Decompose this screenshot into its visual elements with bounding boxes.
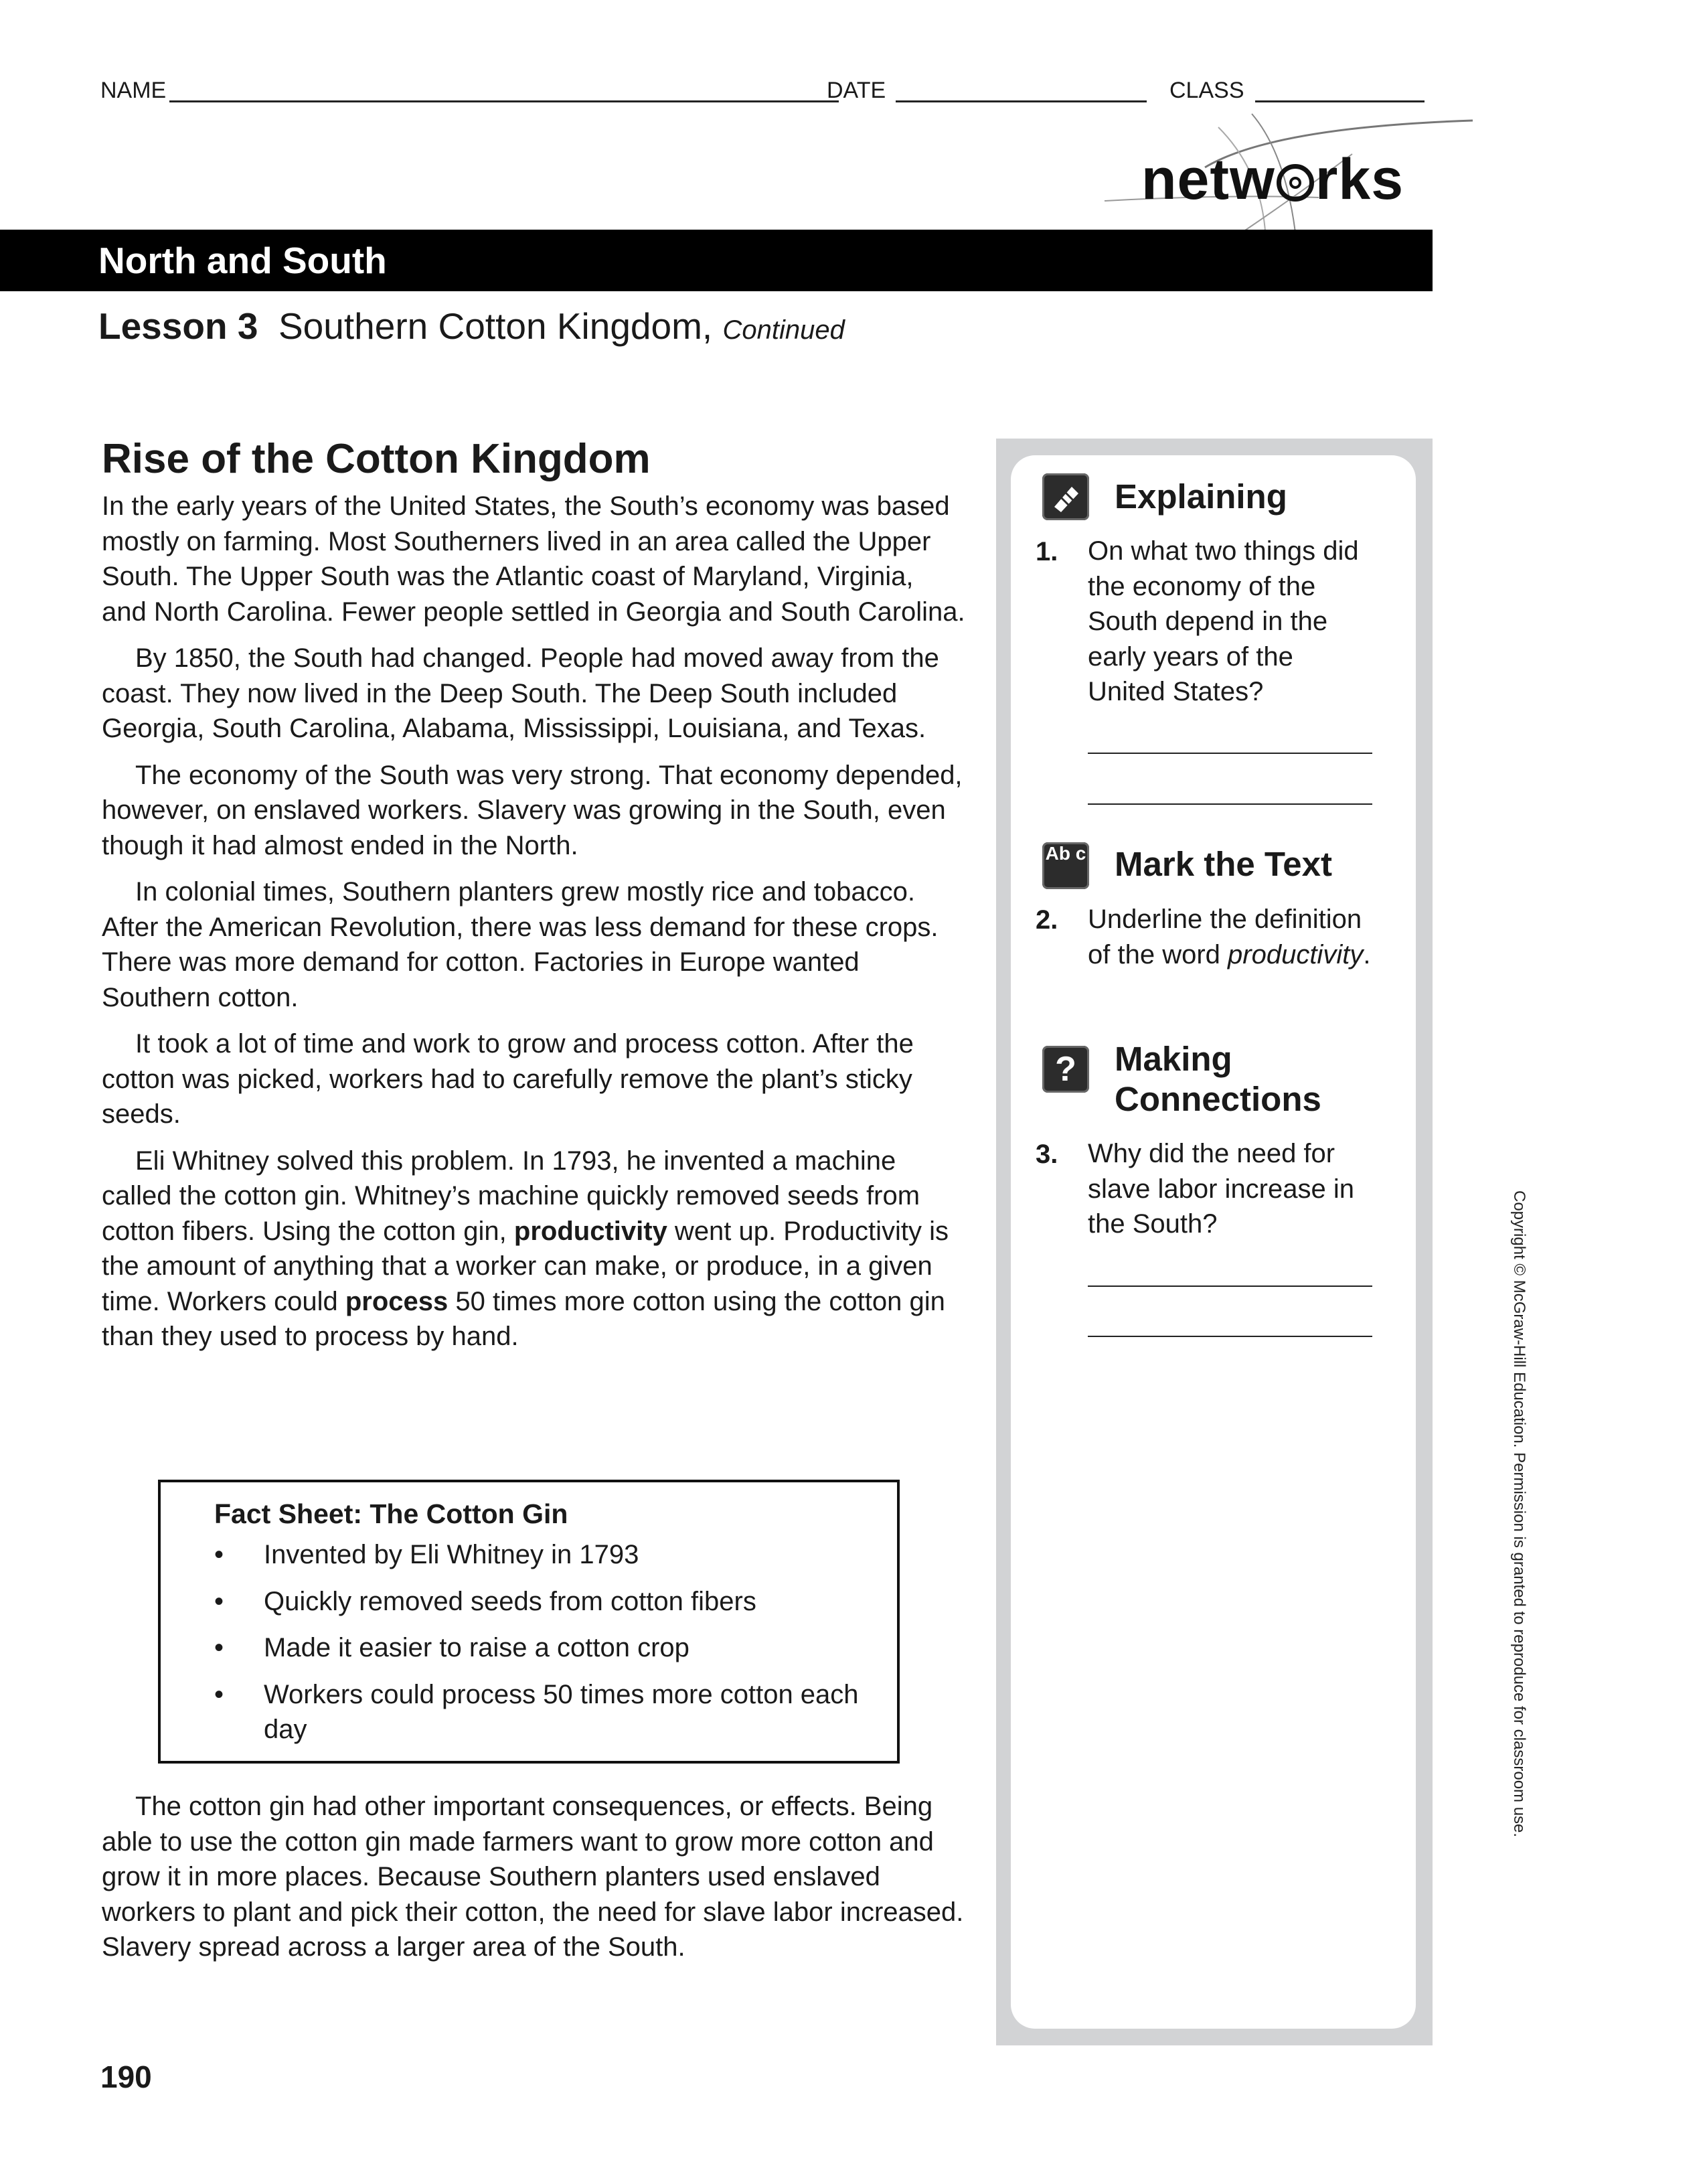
class-label: CLASS [1169, 78, 1244, 103]
main-text-continued [102, 1789, 965, 1965]
question-2-number: 2. [1036, 905, 1058, 935]
question-2-text: Underline the definition of the word productivity. [1088, 905, 1371, 969]
fact-sheet-title: Fact Sheet: The Cotton Gin [214, 1498, 568, 1529]
name-label: NAME [100, 78, 167, 103]
vocab-productivity: productivity [513, 1216, 667, 1246]
explaining-icon [1042, 473, 1089, 520]
copyright-notice: Copyright © McGraw-Hill Education. Permission is granted to reproduce for classroom use. [1510, 1190, 1528, 1838]
networks-logo: netw rks [1141, 147, 1404, 212]
question-3-text: Why did the need for slave labor increase in the South? [1088, 1139, 1354, 1239]
lesson-number: Lesson 3 [98, 305, 258, 347]
answer-line-1a[interactable] [1088, 753, 1372, 754]
page-number: 190 [100, 2059, 152, 2094]
question-1-number: 1. [1036, 537, 1058, 566]
mark-the-text-heading: Mark the Text [1115, 845, 1332, 883]
answer-line-1b[interactable] [1088, 803, 1372, 805]
paragraph-2: By 1850, the South had changed. People had moved away from the coast. They now lived in the Deep South. The Deep South included Georgia, South Carolina, Alabama, Mississippi, Louisiana, and Texas. [102, 643, 939, 743]
fact-sheet-list [214, 1537, 884, 1759]
answer-line-3b[interactable] [1088, 1336, 1372, 1337]
main-text-column [102, 435, 965, 1366]
logo-o-icon [1277, 164, 1314, 202]
lesson-title [98, 305, 845, 347]
paragraph-7: The cotton gin had other important consequences, or effects. Being able to use the cotton gin made farmers want to grow more cotton and grow it in more places. Because Southern planters used enslaved workers to plant and pick their cotton, the need for slave labor increased. Slavery spread across a larger area of the South. [102, 1792, 964, 1962]
lesson-name: Southern Cotton Kingdom, [278, 305, 713, 347]
unit-title-bar [0, 230, 1433, 291]
making-connections-heading: Making Connections [1115, 1040, 1321, 1118]
list-item: • Quickly removed seeds from cotton fibers [214, 1586, 756, 1616]
question-mark-icon: ? [1042, 1046, 1089, 1093]
fact-sheet-box [158, 1480, 900, 1764]
paragraph-3: The economy of the South was very strong. That economy depended, however, on enslaved workers. Slavery was growing in the South, even though it had almost ended in the North. [102, 760, 963, 860]
lesson-continued: Continued [722, 315, 845, 345]
paragraph-1: In the early years of the United States, the South’s economy was based mostly on farming. Most Southerners lived in an area called the Upper South. The Upper South was the Atlantic coast of Maryland, Virginia, and North Carolina. Fewer people settled in Georgia and South Carolina. [102, 491, 965, 627]
answer-line-3a[interactable] [1088, 1285, 1372, 1287]
date-label: DATE [827, 78, 886, 103]
paragraph-4: In colonial times, Southern planters grew mostly rice and tobacco. After the American Revolution, there was less demand for these crops. There was more demand for cotton. Factories in Europe wanted Southern cotton. [102, 877, 939, 1012]
name-field[interactable] [169, 100, 839, 102]
question-3-number: 3. [1036, 1140, 1058, 1169]
list-item: • Invented by Eli Whitney in 1793 [214, 1540, 639, 1569]
mark-the-text-icon: Ab c [1042, 842, 1089, 889]
list-item: • Made it easier to raise a cotton crop [214, 1633, 689, 1662]
paragraph-5: It took a lot of time and work to grow and process cotton. After the cotton was picked, workers had to carefully remove the plant’s sticky seeds. [102, 1029, 914, 1129]
section-heading: Rise of the Cotton Kingdom [102, 436, 651, 482]
question-1-text: On what two things did the economy of the South depend in the early years of the United States? [1088, 536, 1359, 706]
vocab-process: process [345, 1286, 449, 1316]
list-item: • Workers could process 50 times more cotton each day [214, 1679, 859, 1744]
unit-title: North and South [98, 240, 387, 281]
explaining-heading: Explaining [1115, 477, 1287, 516]
paragraph-6: Eli Whitney solved this problem. In 1793, he invented a machine called the cotton gin. Whitney’s machine quickly removed seeds from cotton fibers. Using the cotton gin, productivity went up. Productivity is the amount of anything that a worker can make, or produce, in a given time. Workers could process 50 times more cotton using the cotton gin than they used to process by hand. [102, 1146, 949, 1351]
